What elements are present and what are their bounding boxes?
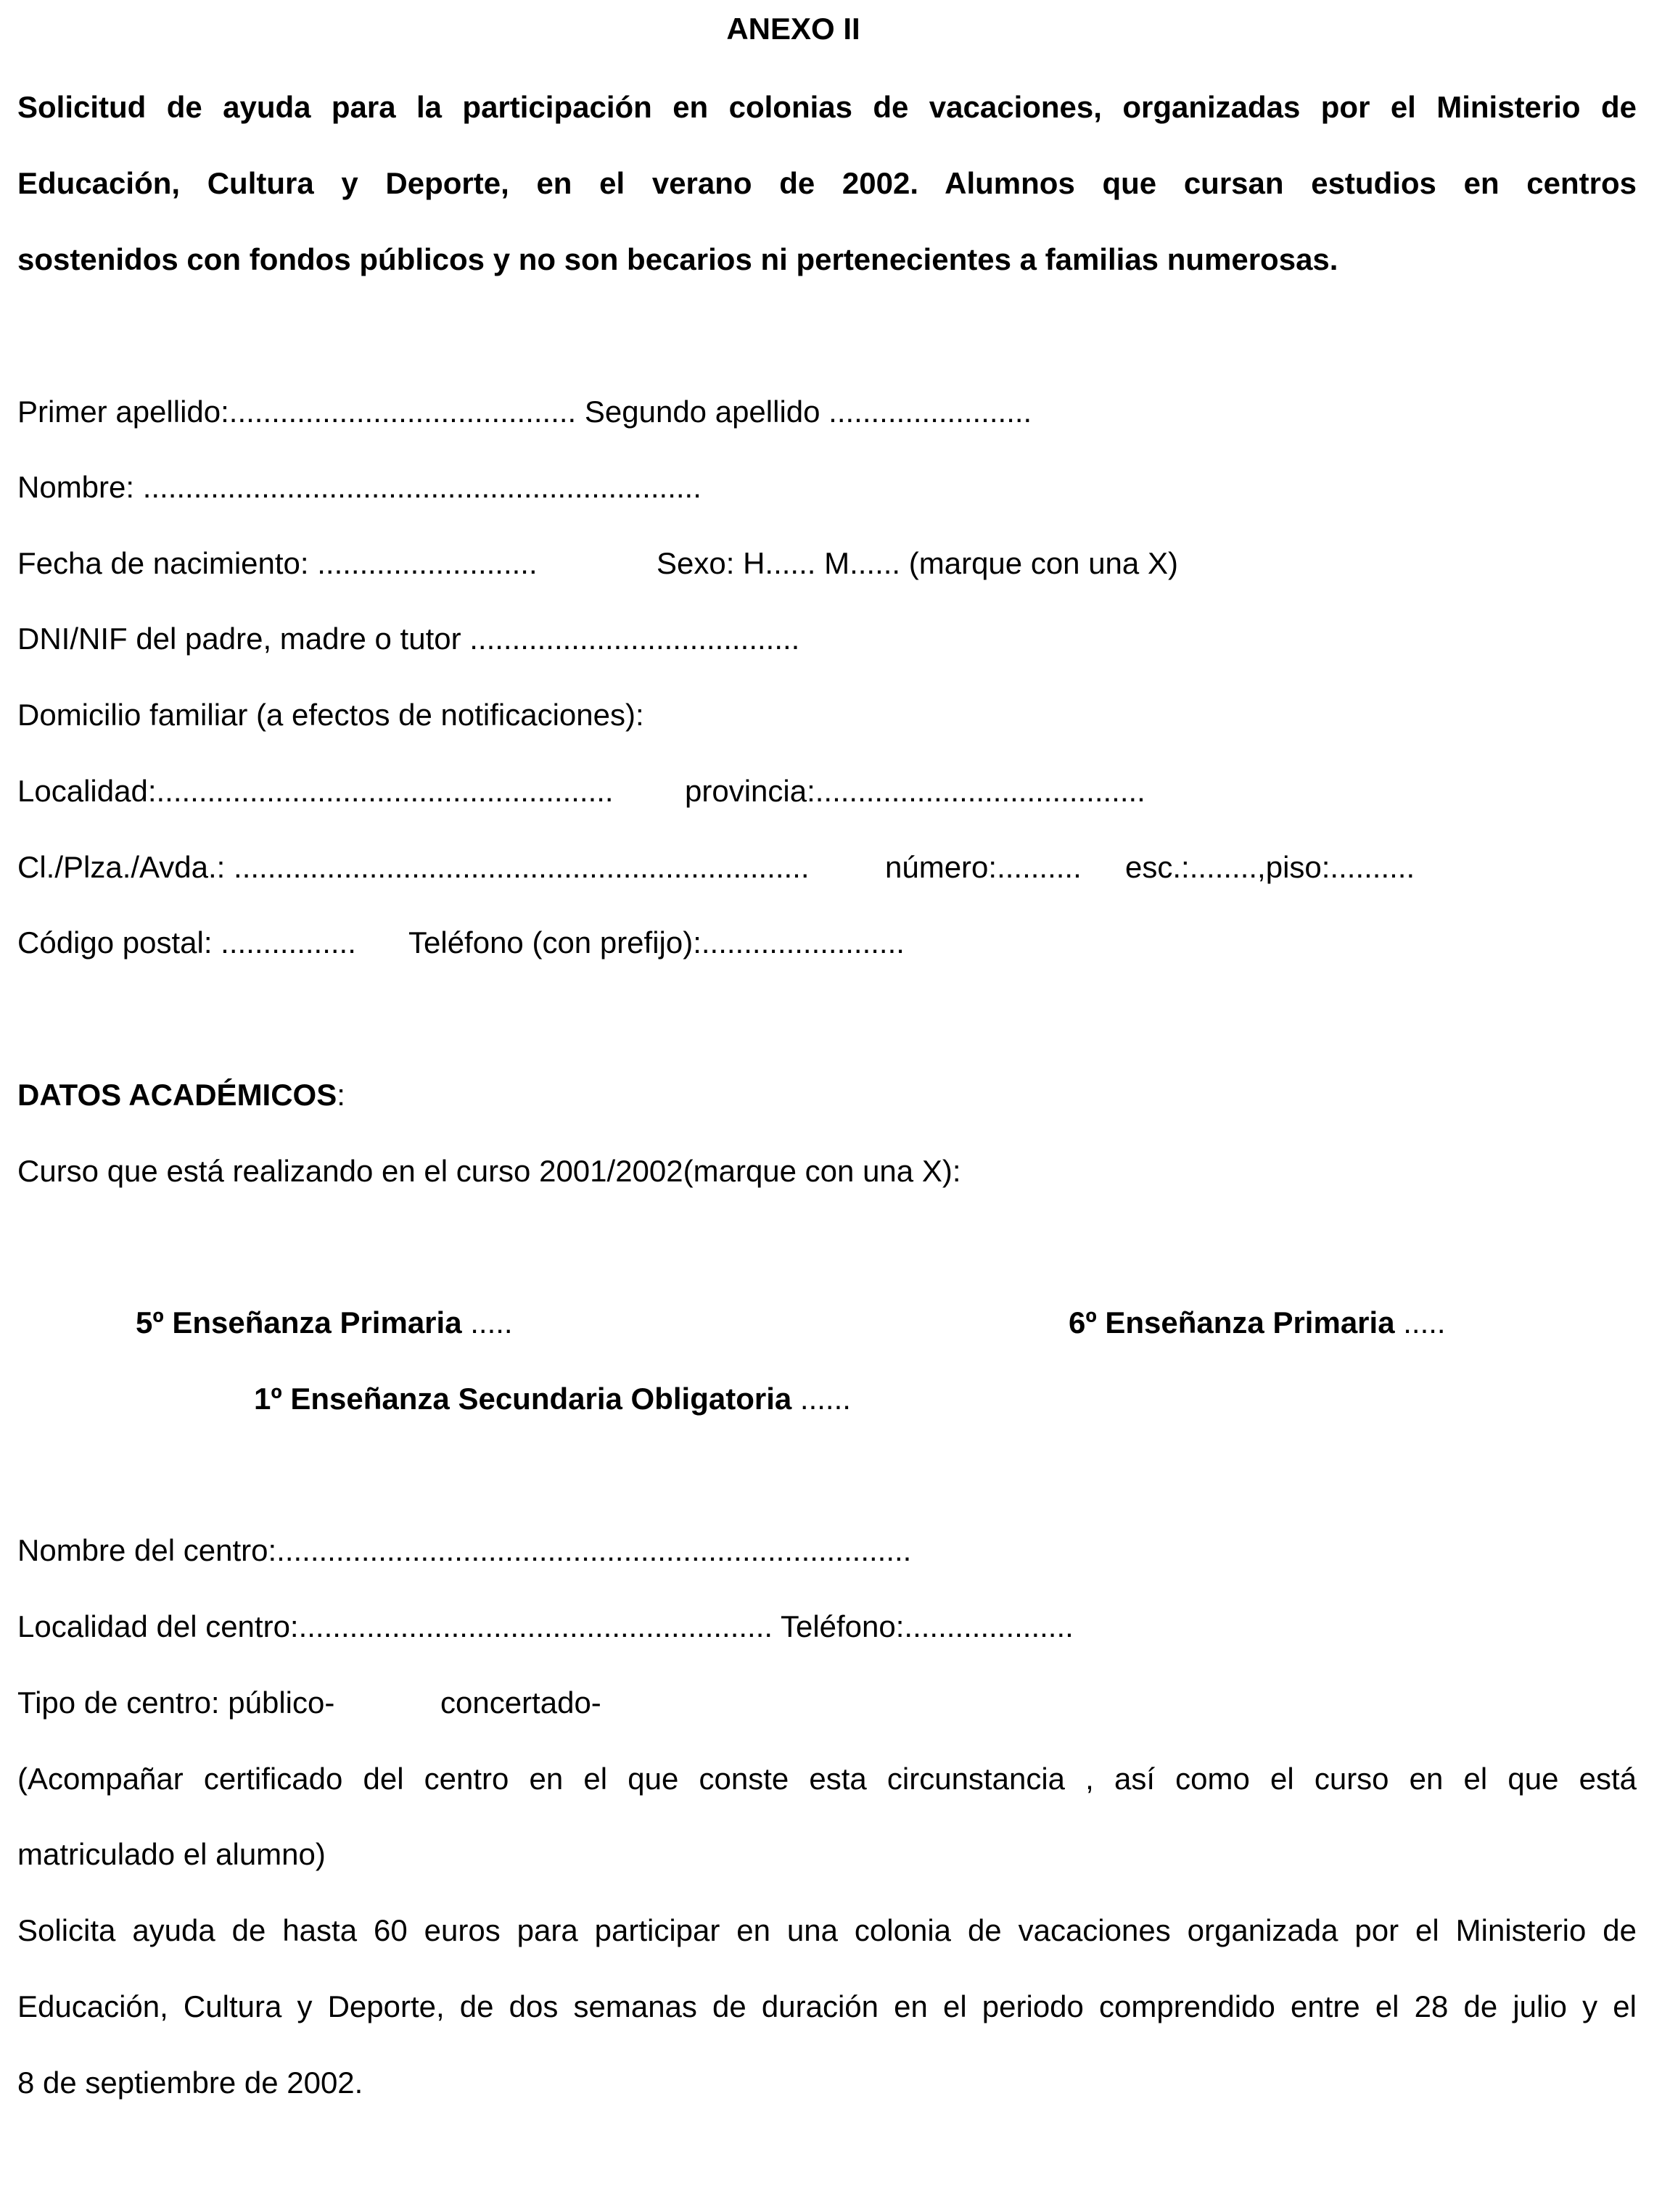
phone-field[interactable]: Teléfono (con prefijo):........................ (408, 925, 905, 960)
request-text-line-3: 8 de septiembre de 2002. (17, 2066, 363, 2100)
course-option-1eso-label: 1º Enseñanza Secundaria Obligatoria (254, 1382, 792, 1416)
academic-heading (17, 1076, 345, 1114)
academic-heading-text: DATOS ACADÉMICOS (17, 1078, 337, 1112)
birthdate-field[interactable]: Fecha de nacimiento: .......................... (17, 546, 538, 580)
form-title-line-1: Solicitud de ayuda para la participación en colonias de vacaciones, organizadas por el Ministerio de (17, 90, 1637, 124)
sex-field[interactable]: Sexo: H...... M...... (marque con una X) (657, 546, 1178, 580)
request-text-line-1: Solicita ayuda de hasta 60 euros para participar en una colonia de vacaciones organizada por el Ministerio de (17, 1913, 1637, 1947)
school-name-field[interactable]: Nombre del centro:........................................................................... (17, 1533, 912, 1567)
form-title-line-3: sostenidos con fondos públicos y no son becarios ni pertenecientes a familias numerosas. (17, 242, 1338, 276)
request-text-line-2: Educación, Cultura y Deporte, de dos semanas de duración en el periodo comprendido entre el 28 de julio y el (17, 1989, 1637, 2023)
school-type-concertado[interactable]: concertado- (440, 1685, 601, 1720)
stair-floor-field[interactable]: esc.:........,piso:.......... (1125, 850, 1415, 884)
street-number-field[interactable]: número:.......... (885, 850, 1082, 884)
course-intro: Curso que está realizando en el curso 2001/2002(marque con una X): (17, 1154, 961, 1188)
certificate-note-line-2: matriculado el alumno) (17, 1837, 326, 1871)
surnames-field[interactable]: Primer apellido:......................................... Segundo apellido ........................ (17, 395, 1032, 429)
name-field[interactable]: Nombre: .................................................................. (17, 470, 702, 504)
course-option-6-primaria[interactable] (1069, 1304, 1446, 1342)
school-locality-field[interactable]: Localidad del centro:........................................................ Teléfono:.................... (17, 1609, 1074, 1643)
course-option-6-mark[interactable]: ..... (1394, 1305, 1446, 1340)
course-option-5-mark[interactable]: ..... (461, 1305, 513, 1340)
dni-field[interactable]: DNI/NIF del padre, madre o tutor ....................................... (17, 622, 800, 656)
locality-field[interactable]: Localidad:...................................................... (17, 774, 614, 808)
certificate-note-line-1: (Acompañar certificado del centro en el que conste esta circunstancia , así como el curso en el que está (17, 1762, 1637, 1796)
form-title-line-2: Educación, Cultura y Deporte, en el verano de 2002. Alumnos que cursan estudios en centros (17, 166, 1637, 200)
academic-heading-colon: : (337, 1078, 345, 1112)
postal-code-field[interactable]: Código postal: ................ (17, 925, 356, 960)
school-type-public[interactable]: Tipo de centro: público- (17, 1685, 335, 1720)
province-field[interactable]: provincia:....................................... (685, 774, 1145, 808)
course-option-1eso-mark[interactable]: ...... (791, 1382, 851, 1416)
course-option-5-label: 5º Enseñanza Primaria (136, 1305, 462, 1340)
course-option-1-eso[interactable] (254, 1380, 851, 1418)
course-option-5-primaria[interactable] (136, 1304, 513, 1342)
annex-title: ANEXO II (726, 12, 860, 46)
address-label: Domicilio familiar (a efectos de notificaciones): (17, 698, 644, 732)
street-field[interactable]: Cl./Plza./Avda.: .................................................................... (17, 850, 810, 884)
course-option-6-label: 6º Enseñanza Primaria (1069, 1305, 1395, 1340)
